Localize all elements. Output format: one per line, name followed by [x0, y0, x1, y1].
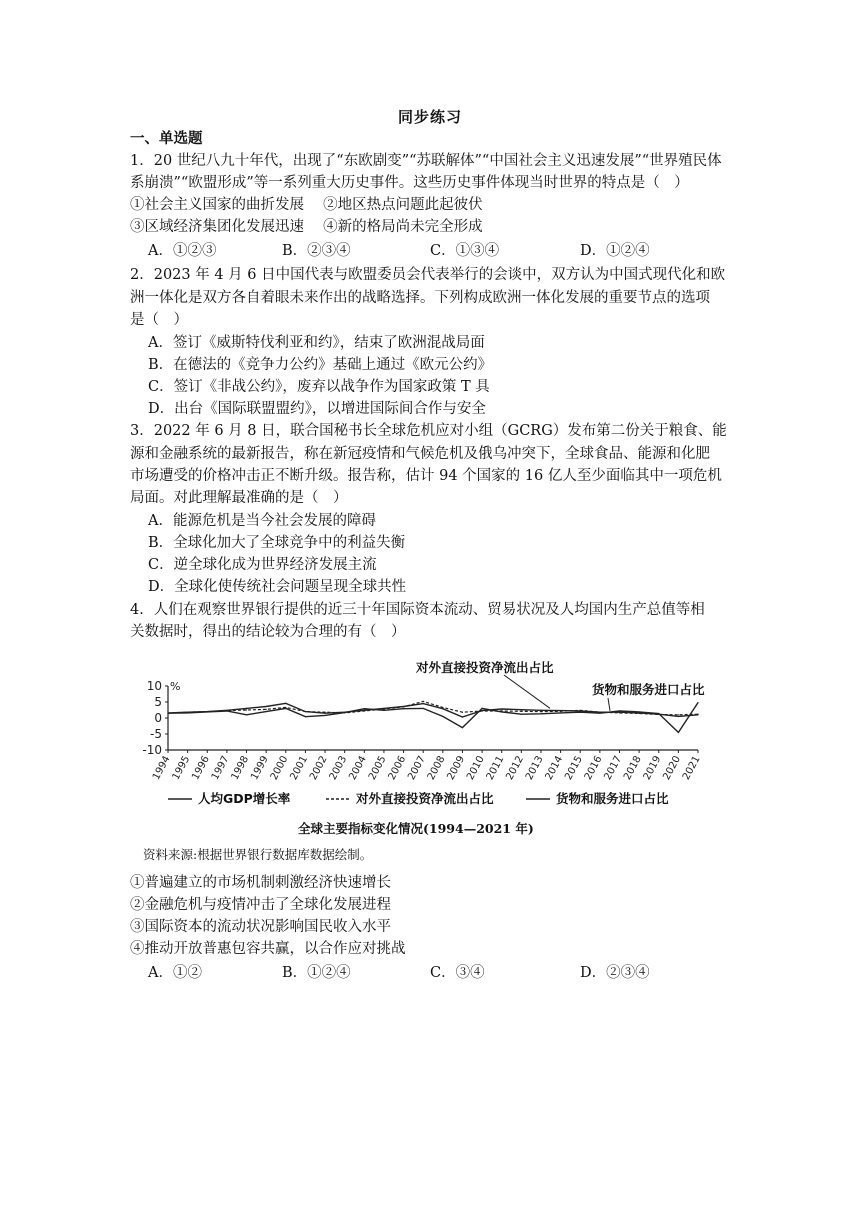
- data-point: [207, 711, 208, 712]
- data-point: [501, 708, 502, 709]
- x-tick-label: 2000: [268, 754, 291, 782]
- data-point: [442, 708, 443, 709]
- data-point: [540, 713, 541, 714]
- data-point: [423, 701, 424, 702]
- q2-stem-line: 2．2023 年 4 月 6 日中国代表与欧盟委员会代表举行的会谈中，双方认为中国式现代化和欧: [130, 267, 726, 283]
- q3-stem-line: 局面。对此理解最准确的是（ ）: [130, 490, 348, 506]
- data-point: [403, 706, 404, 707]
- option-b[interactable]: B．在德法的《竞争力公约》基础上通过《欧元公约》: [148, 357, 493, 373]
- data-point: [658, 714, 659, 715]
- chart-annotations: [415, 660, 705, 711]
- data-point: [285, 707, 286, 708]
- data-point: [226, 710, 227, 711]
- data-point: [540, 710, 541, 711]
- data-point: [619, 712, 620, 713]
- data-point: [619, 710, 620, 711]
- x-tick-label: 2017: [602, 754, 625, 782]
- data-point: [678, 716, 679, 717]
- chart-caption: 全球主要指标变化情况(1994—2021 年): [298, 821, 534, 836]
- data-point: [423, 708, 424, 709]
- option-b[interactable]: B．②③④: [282, 243, 351, 259]
- annotation-label: 货物和服务进口占比: [592, 682, 705, 697]
- x-tick-label: 2006: [386, 754, 409, 782]
- data-point: [560, 712, 561, 713]
- data-point: [560, 710, 561, 711]
- data-point: [266, 711, 267, 712]
- legend-label: 对外直接投资净流出占比: [356, 791, 494, 806]
- annotation-label: 对外直接投资净流出占比: [416, 660, 554, 675]
- x-tick-label: 2004: [347, 754, 369, 782]
- data-point: [344, 712, 345, 713]
- option-d[interactable]: D．全球化使传统社会问题呈现全球共性: [148, 579, 407, 595]
- option-d[interactable]: D．出台《国际联盟盟约》，以增进国际间合作与安全: [148, 401, 486, 417]
- x-tick-label: 1997: [209, 754, 232, 782]
- x-tick-label: 2001: [288, 754, 311, 782]
- q1-stem-line: 系崩溃”“欧盟形成”等一系列重大历史事件。这些历史事件体现当时世界的特点是（ ）: [130, 175, 689, 191]
- data-point: [266, 709, 267, 710]
- x-tick-label: 2015: [563, 754, 585, 782]
- annotation-pointer: [504, 675, 550, 708]
- x-tick-label: 1996: [190, 754, 212, 782]
- data-point: [521, 714, 522, 715]
- legend-label: 货物和服务进口占比: [556, 791, 669, 806]
- x-tick-label: 2002: [308, 754, 330, 782]
- data-point: [383, 708, 384, 709]
- q4-stem-line: 关数据时，得出的结论较为合理的有（ ）: [130, 624, 406, 640]
- data-point: [442, 707, 443, 708]
- data-point: [678, 714, 679, 715]
- data-point: [442, 716, 443, 717]
- x-tick-label: 1998: [229, 754, 252, 782]
- q3-stem-line: 市场遭受的价格冲击正不断升级。报告称，估计 94 个国家的 16 亿人至少面临其中一项危机: [130, 468, 722, 484]
- data-point: [187, 712, 188, 713]
- data-point: [324, 713, 325, 714]
- x-tick-label: 2008: [425, 754, 448, 782]
- q1-item: ③区域经济集团化发展迅速 ④新的格局尚未完全形成: [130, 219, 483, 235]
- x-tick-label: 2012: [504, 754, 526, 782]
- page-title: 同步练习: [397, 108, 462, 126]
- y-tick-label: 10: [146, 679, 162, 693]
- x-tick-label: 2003: [327, 754, 350, 782]
- option-b[interactable]: B．①②④: [282, 965, 351, 981]
- x-tick-label: 2019: [641, 754, 664, 782]
- q4-item: ①普遍建立的市场机制刺激经济快速增长: [130, 875, 391, 891]
- data-point: [423, 703, 424, 704]
- data-point: [305, 716, 306, 717]
- data-point: [481, 708, 482, 709]
- x-tick-label: 2014: [543, 754, 566, 782]
- option-c[interactable]: C．①③④: [430, 243, 500, 259]
- data-point: [580, 712, 581, 713]
- option-a[interactable]: A．①②③: [148, 243, 217, 259]
- y-tick-label: 5: [154, 695, 162, 709]
- data-point: [246, 708, 247, 709]
- y-axis-label: %: [170, 680, 181, 693]
- data-point: [383, 710, 384, 711]
- data-point: [540, 711, 541, 712]
- q3-stem-line: 3．2022 年 6 月 8 日，联合国秘书长全球危机应对小组（GCRG）发布第二份关于粮食、能: [130, 423, 727, 439]
- annotation-pointer: [608, 698, 610, 711]
- data-point: [521, 709, 522, 710]
- x-tick-label: 1994: [150, 754, 173, 782]
- data-point: [266, 706, 267, 707]
- q1-stem-line: 1．20 世纪八九十年代，出现了“东欧剧变”“苏联解体”“中国社会主义迅速发展”“世界殖民体: [130, 153, 722, 169]
- option-a[interactable]: A．能源危机是当今社会发展的障碍: [148, 513, 376, 529]
- x-tick-label: 2010: [465, 754, 487, 782]
- y-tick-label: -10: [142, 743, 162, 757]
- data-point: [697, 714, 698, 715]
- q4-item: ④推动开放普惠包容共赢，以合作应对挑战: [130, 941, 406, 957]
- chart-source: 资料来源:根据世界银行数据库数据绘制。: [143, 847, 373, 862]
- data-point: [481, 710, 482, 711]
- q1-item: ①社会主义国家的曲折发展 ②地区热点问题此起彼伏: [130, 197, 483, 213]
- x-tick-label: 1995: [170, 754, 193, 782]
- q2-stem-line: 是（ ）: [130, 312, 188, 328]
- data-point: [678, 732, 679, 733]
- global-indicators-chart: [140, 658, 720, 814]
- q4-item: ③国际资本的流动状况影响国民收入水平: [130, 919, 391, 935]
- x-tick-label: 2011: [484, 754, 507, 782]
- q3-stem-line: 源和金融系统的最新报告，称在新冠疫情和气候危机及俄乌冲突下，全球食品、能源和化肥: [130, 446, 710, 462]
- data-point: [324, 715, 325, 716]
- data-point: [364, 708, 365, 709]
- chart-legend: [168, 791, 669, 806]
- data-point: [462, 712, 463, 713]
- data-point: [521, 711, 522, 712]
- data-point: [246, 714, 247, 715]
- data-point: [639, 712, 640, 713]
- option-c[interactable]: C．签订《非战公约》，废弃以战争作为国家政策 T 具: [148, 379, 490, 395]
- data-point: [246, 709, 247, 710]
- x-tick-label: 2020: [661, 754, 684, 782]
- data-point: [364, 710, 365, 711]
- q4-stem-line: 4．人们在观察世界银行提供的近三十年国际资本流动、贸易状况及人均国内生产总值等相: [130, 602, 705, 618]
- data-point: [580, 710, 581, 711]
- x-tick-label: 2009: [445, 754, 468, 782]
- data-point: [462, 716, 463, 717]
- x-tick-label: 1999: [249, 754, 271, 782]
- y-tick-label: 0: [154, 711, 162, 725]
- option-a[interactable]: A．①②: [148, 965, 202, 981]
- x-tick-label: 2021: [680, 754, 703, 782]
- option-d[interactable]: D．①②④: [580, 243, 650, 259]
- option-c[interactable]: C．③④: [430, 965, 485, 981]
- section-heading: 一、单选题: [130, 130, 203, 147]
- x-tick-label: 2013: [523, 754, 546, 782]
- data-point: [305, 711, 306, 712]
- option-d[interactable]: D．②③④: [580, 965, 650, 981]
- y-tick-label: -5: [150, 727, 162, 741]
- data-point: [167, 712, 168, 713]
- option-c[interactable]: C．逆全球化成为世界经济发展主流: [148, 557, 377, 573]
- data-point: [599, 712, 600, 713]
- series-line: [168, 703, 698, 733]
- data-point: [501, 710, 502, 711]
- x-tick-label: 2016: [582, 754, 605, 782]
- data-point: [285, 703, 286, 704]
- x-tick-label: 2018: [622, 754, 644, 782]
- q2-stem-line: 洲一体化是双方各自着眼未来作出的战略选择。下列构成欧洲一体化发展的重要节点的选项: [130, 290, 710, 306]
- x-tick-label: 2007: [406, 754, 428, 782]
- chart-lines: [167, 701, 698, 733]
- q4-item: ②金融危机与疫情冲击了全球化发展进程: [130, 897, 391, 913]
- data-point: [697, 702, 698, 703]
- option-a[interactable]: A．签订《威斯特伐利亚和约》，结束了欧洲混战局面: [148, 335, 485, 351]
- data-point: [462, 727, 463, 728]
- option-b[interactable]: B．全球化加大了全球竞争中的利益失衡: [148, 535, 406, 551]
- data-point: [403, 708, 404, 709]
- legend-label: 人均GDP增长率: [198, 791, 291, 806]
- x-tick-label: 2005: [366, 754, 389, 782]
